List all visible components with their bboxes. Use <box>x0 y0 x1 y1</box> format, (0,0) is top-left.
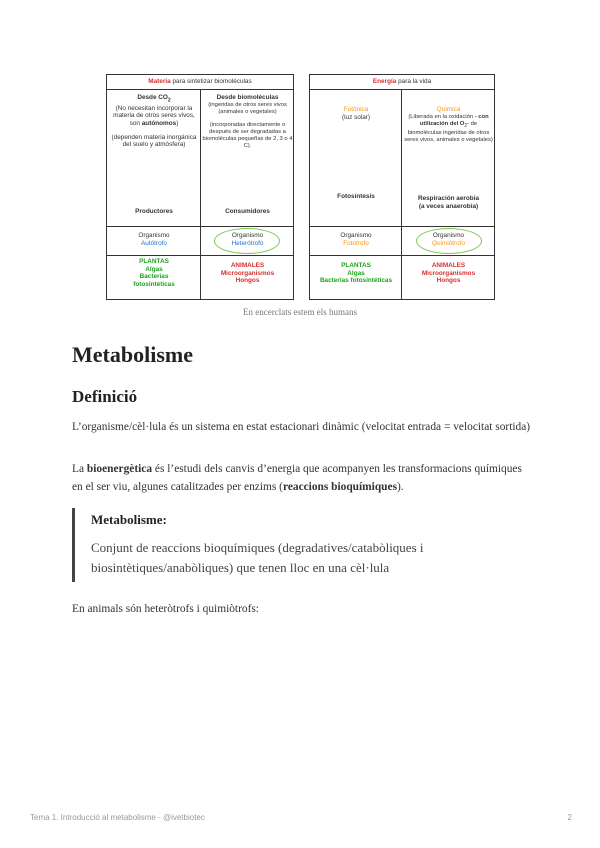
bioenergetica-term: bioenergètica <box>86 463 153 475</box>
energia-row2-c2: Organismo Quimiótrofo <box>431 232 466 247</box>
page-title: Metabolisme <box>72 342 193 367</box>
materia-col2-bottom: Consumidores <box>225 208 270 215</box>
blockquote-title: Metabolisme: <box>91 512 167 527</box>
materia-header-rest: para sintetizar biomoléculas <box>170 78 252 85</box>
section-title: Definició <box>72 387 138 406</box>
energia-row2-c1: Organismo Fototrofo <box>340 232 372 247</box>
energia-col2-top: Química (Liberada en la oxidación - con utilización del $O_2-$ de biomoléculas ingeridas de otros seres vivos, animales o vegetales) <box>404 106 493 143</box>
materia-col1-desc2: (dependen materia inorgánica del suelo y atmósfera) <box>111 133 197 149</box>
materia-header-bold: Materia <box>148 78 171 85</box>
materia-table <box>106 74 294 300</box>
materia-row2-c1: Organismo Autótrofo <box>138 232 170 247</box>
paragraph-animals: En animals són heteròtrofs i quimiòtrofs: <box>72 603 259 615</box>
materia-row3-c2: ANIMALES Microorganismos Hongos <box>220 262 275 285</box>
energia-col2-bottom: Respiración aerobia (a veces anaerobia) <box>417 195 480 210</box>
figure-caption: En encerclats estem els humans <box>243 307 357 317</box>
materia-col2-top: Desde biomoléculas (ingeridas de otros seres vivos (animales o vegetales) (incorporadas directamente o después de ser degradadas a biomoléculas pequeñas de 2, 3 o 4 C). <box>202 94 293 149</box>
energia-row3-c2: ANIMALES Microorganismos Hongos <box>421 262 476 285</box>
energia-header-bold: Energía <box>372 78 397 85</box>
materia-table-header <box>107 75 293 90</box>
materia-col1-bottom: Productores <box>135 208 173 215</box>
energia-table-header <box>310 75 494 90</box>
materia-col1-title: Desde CO <box>137 94 168 101</box>
energia-header-rest: para la vida <box>396 78 432 85</box>
energia-col1-title: Fotónica <box>343 106 369 113</box>
energia-col1-bottom: Fotosíntesis <box>337 193 375 200</box>
page-number: 2 <box>567 813 572 822</box>
paragraph-organisme: L’organisme/cèl·lula és un sistema en estat estacionari dinàmic (velocitat entrada = velocitat sortida) <box>72 421 531 433</box>
definition-blockquote <box>72 508 535 582</box>
materia-row2-c2: Organismo Heterótrofo <box>231 232 264 247</box>
footer-text: Tema 1. Introducció al metabolisme - @ivetbiotec <box>30 813 205 822</box>
energia-row3-c1: PLANTAS Algas Bacterias fotosintéticas <box>319 262 393 285</box>
energia-col1-top: Fotónica (luz solar) <box>312 106 400 121</box>
reaccions-term: reaccions bioquímiques <box>282 481 397 493</box>
energia-col2-title: Química <box>436 106 461 113</box>
materia-row3-c1: PLANTAS Algas Bacterias fotosintéticas <box>133 258 175 288</box>
paragraph-bioenergetica: La bioenergètica és l’estudi dels canvis d’energia que acompanyen les transformacions químiques en el ser viu, algunes catalitzades per enzims (reaccions bioquímiques). <box>72 463 522 493</box>
blockquote-body: Conjunt de reaccions bioquímiques (degradatives/catabòliques i biosintètiques/anabòliques) que tenen lloc en una cèl·lula <box>91 540 424 575</box>
materia-col2-title: Desde biomoléculas <box>216 94 279 101</box>
materia-col1-top: Desde $CO_2$ (No necesitan incorporar la materia de otros seres vivos, son autónomos) (dependen materia inorgánica del suelo y atmósfera) <box>109 94 199 149</box>
energia-table <box>309 74 495 300</box>
